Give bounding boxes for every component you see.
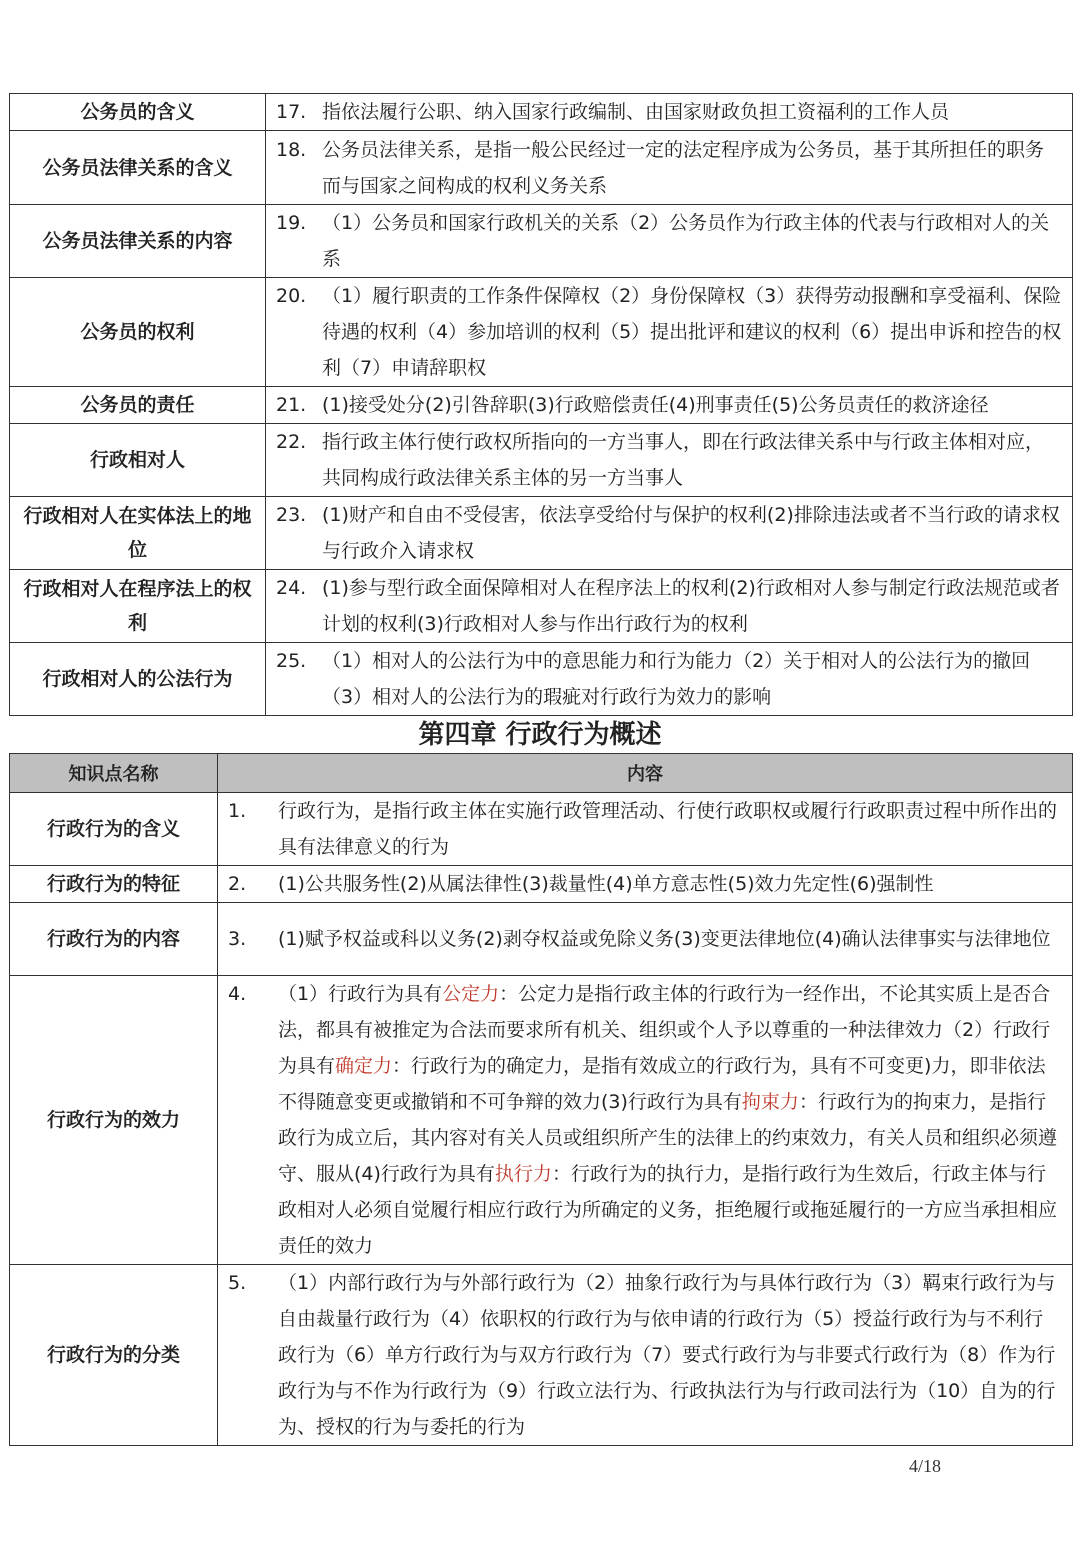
row-name: 行政行为的含义 bbox=[10, 793, 218, 866]
row-content bbox=[266, 497, 1073, 570]
civil-servant-table bbox=[9, 93, 1073, 716]
row-content bbox=[218, 976, 1073, 1265]
table-row bbox=[10, 131, 1073, 205]
row-name: 行政行为的分类 bbox=[10, 1265, 218, 1446]
row-name: 行政行为的效力 bbox=[10, 976, 218, 1265]
highlight-term: 执行力 bbox=[494, 1163, 552, 1185]
table-row bbox=[10, 1265, 1073, 1446]
row-name: 公务员法律关系的内容 bbox=[10, 205, 266, 278]
row-name: 行政相对人在实体法上的地位 bbox=[10, 497, 266, 570]
row-content bbox=[266, 387, 1073, 424]
row-content bbox=[266, 278, 1073, 387]
row-name: 公务员的含义 bbox=[10, 94, 266, 131]
row-text: （1）公务员和国家行政机关的关系（2）公务员作为行政主体的代表与行政相对人的关系 bbox=[322, 212, 1050, 270]
row-text: （1）相对人的公法行为中的意思能力和行为能力（2）关于相对人的公法行为的撤回（3）相对人的公法行为的瑕疵对行政行为效力的影响 bbox=[322, 650, 1031, 708]
row-number: 18. bbox=[276, 138, 307, 161]
row-name: 行政相对人的公法行为 bbox=[10, 643, 266, 716]
row-content bbox=[266, 424, 1073, 497]
table-row bbox=[10, 643, 1073, 716]
row-content bbox=[266, 570, 1073, 643]
row-name: 行政相对人在程序法上的权利 bbox=[10, 570, 266, 643]
table-row bbox=[10, 570, 1073, 643]
column-header-content: 内容 bbox=[218, 754, 1073, 793]
table-row bbox=[10, 976, 1073, 1265]
row-name: 公务员的权利 bbox=[10, 278, 266, 387]
table-row bbox=[10, 387, 1073, 424]
row-number: 21. bbox=[276, 394, 307, 416]
row-number: 5. bbox=[228, 1272, 247, 1294]
row-number: 20. bbox=[276, 285, 307, 307]
administrative-act-table bbox=[9, 753, 1073, 1446]
row-content bbox=[266, 205, 1073, 278]
column-header-name: 知识点名称 bbox=[10, 754, 218, 793]
row-name: 行政行为的内容 bbox=[10, 903, 218, 976]
table-row bbox=[10, 424, 1073, 497]
row-content bbox=[218, 1265, 1073, 1446]
highlight-term: 确定力 bbox=[335, 1055, 393, 1077]
row-text: (1)参与型行政全面保障相对人在程序法上的权利(2)行政相对人参与制定行政法规范或者计划的权利(3)行政相对人参与作出行政行为的权利 bbox=[322, 577, 1060, 635]
row-content bbox=[218, 793, 1073, 866]
table-row bbox=[10, 497, 1073, 570]
row-text: (1)公共服务性(2)从属法律性(3)裁量性(4)单方意志性(5)效力先定性(6)强制性 bbox=[278, 873, 934, 895]
table-header-row bbox=[10, 754, 1073, 793]
row-number: 1. bbox=[228, 800, 247, 822]
table-row bbox=[10, 94, 1073, 131]
row-number: 22. bbox=[276, 431, 307, 453]
row-text: 行政行为，是指行政主体在实施行政管理活动、行使行政职权或履行行政职责过程中所作出的具有法律意义的行为 bbox=[278, 800, 1058, 858]
row-text: （1）履行职责的工作条件保障权（2）身份保障权（3）获得劳动报酬和享受福利、保险待遇的权利（4）参加培训的权利（5）提出批评和建议的权利（6）提出申诉和控告的权利（7）申请辞职权 bbox=[322, 285, 1062, 379]
table-row bbox=[10, 205, 1073, 278]
row-text: 指行政主体行使行政权所指向的一方当事人，即在行政法律关系中与行政主体相对应，共同构成行政法律关系主体的另一方当事人 bbox=[322, 431, 1045, 489]
row-number: 25. bbox=[276, 650, 307, 672]
row-text: (1)接受处分(2)引咎辞职(3)行政赔偿责任(4)刑事责任(5)公务员责任的救济途径 bbox=[322, 394, 989, 416]
row-text: 指依法履行公职、纳入国家行政编制、由国家财政负担工资福利的工作人员 bbox=[322, 101, 950, 123]
row-number: 23. bbox=[276, 504, 307, 526]
row-name: 行政行为的特征 bbox=[10, 866, 218, 903]
row-number: 2. bbox=[228, 873, 247, 895]
table-row bbox=[10, 793, 1073, 866]
row-number: 4. bbox=[228, 983, 247, 1005]
row-text: (1)财产和自由不受侵害，依法享受给付与保护的权利(2)排除违法或者不当行政的请求权与行政介入请求权 bbox=[322, 504, 1060, 562]
row-name: 公务员法律关系的含义 bbox=[10, 131, 266, 205]
table-row bbox=[10, 866, 1073, 903]
highlight-term: 拘束力 bbox=[741, 1091, 799, 1113]
row-content bbox=[266, 94, 1073, 131]
row-number: 24. bbox=[276, 577, 307, 599]
table-row bbox=[10, 278, 1073, 387]
page-number: 4/18 bbox=[908, 1456, 941, 1476]
highlight-term: 公定力 bbox=[442, 983, 500, 1005]
row-number: 19. bbox=[276, 212, 307, 234]
row-number: 17. bbox=[276, 101, 307, 123]
row-content bbox=[266, 643, 1073, 716]
row-number: 3. bbox=[228, 928, 247, 950]
row-name: 行政相对人 bbox=[10, 424, 266, 497]
row-text: （1）内部行政行为与外部行政行为（2）抽象行政行为与具体行政行为（3）羁束行政行为与自由裁量行政行为（4）依职权的行政行为与依申请的行政行为（5）授益行政行为与不利行政行为（6）单方行政行为与双方行政行为（7）要式行政行为与非要式行政行为（8）作为行政行为与不作为行政行为（9）行政立法行为、行政执法行为与行政司法行为（10）自为的行为、授权的行为与委托的行为 bbox=[278, 1272, 1056, 1438]
row-text: （1）行政行为具有公定力：公定力是指行政主体的行政行为一经作出，不论其实质上是否合法，都具有被推定为合法而要求所有机关、组织或个人予以尊重的一种法律效力（2）行政行为具有确定力：行政行为的确定力，是指有效成立的行政行为，具有不可变更)力，即非依法不得随意变更或撤销和不可争辩的效力(3)行政行为具有拘束力：行政行为的拘束力，是指行政行为成立后，其内容对有关人员或组织所产生的法律上的约束效力，有关人员和组织必须遵守、服从(4)行政行为具有执行力：行政行为的执行力，是指行政行为生效后，行政主体与行政相对人必须自觉履行相应行政行为所确定的义务，拒绝履行或拖延履行的一方应当承担相应责任的效力 bbox=[278, 983, 1058, 1257]
table-row bbox=[10, 903, 1073, 976]
row-text: 公务员法律关系，是指一般公民经过一定的法定程序成为公务员，基于其所担任的职务而与国家之间构成的权利义务关系 bbox=[322, 138, 1045, 197]
row-content bbox=[218, 866, 1073, 903]
row-text: (1)赋予权益或科以义务(2)剥夺权益或免除义务(3)变更法律地位(4)确认法律事实与法律地位 bbox=[278, 928, 1051, 950]
row-content bbox=[218, 903, 1073, 976]
row-name: 公务员的责任 bbox=[10, 387, 266, 424]
row-content bbox=[266, 131, 1073, 205]
chapter-title: 第四章 行政行为概述 bbox=[418, 720, 662, 750]
